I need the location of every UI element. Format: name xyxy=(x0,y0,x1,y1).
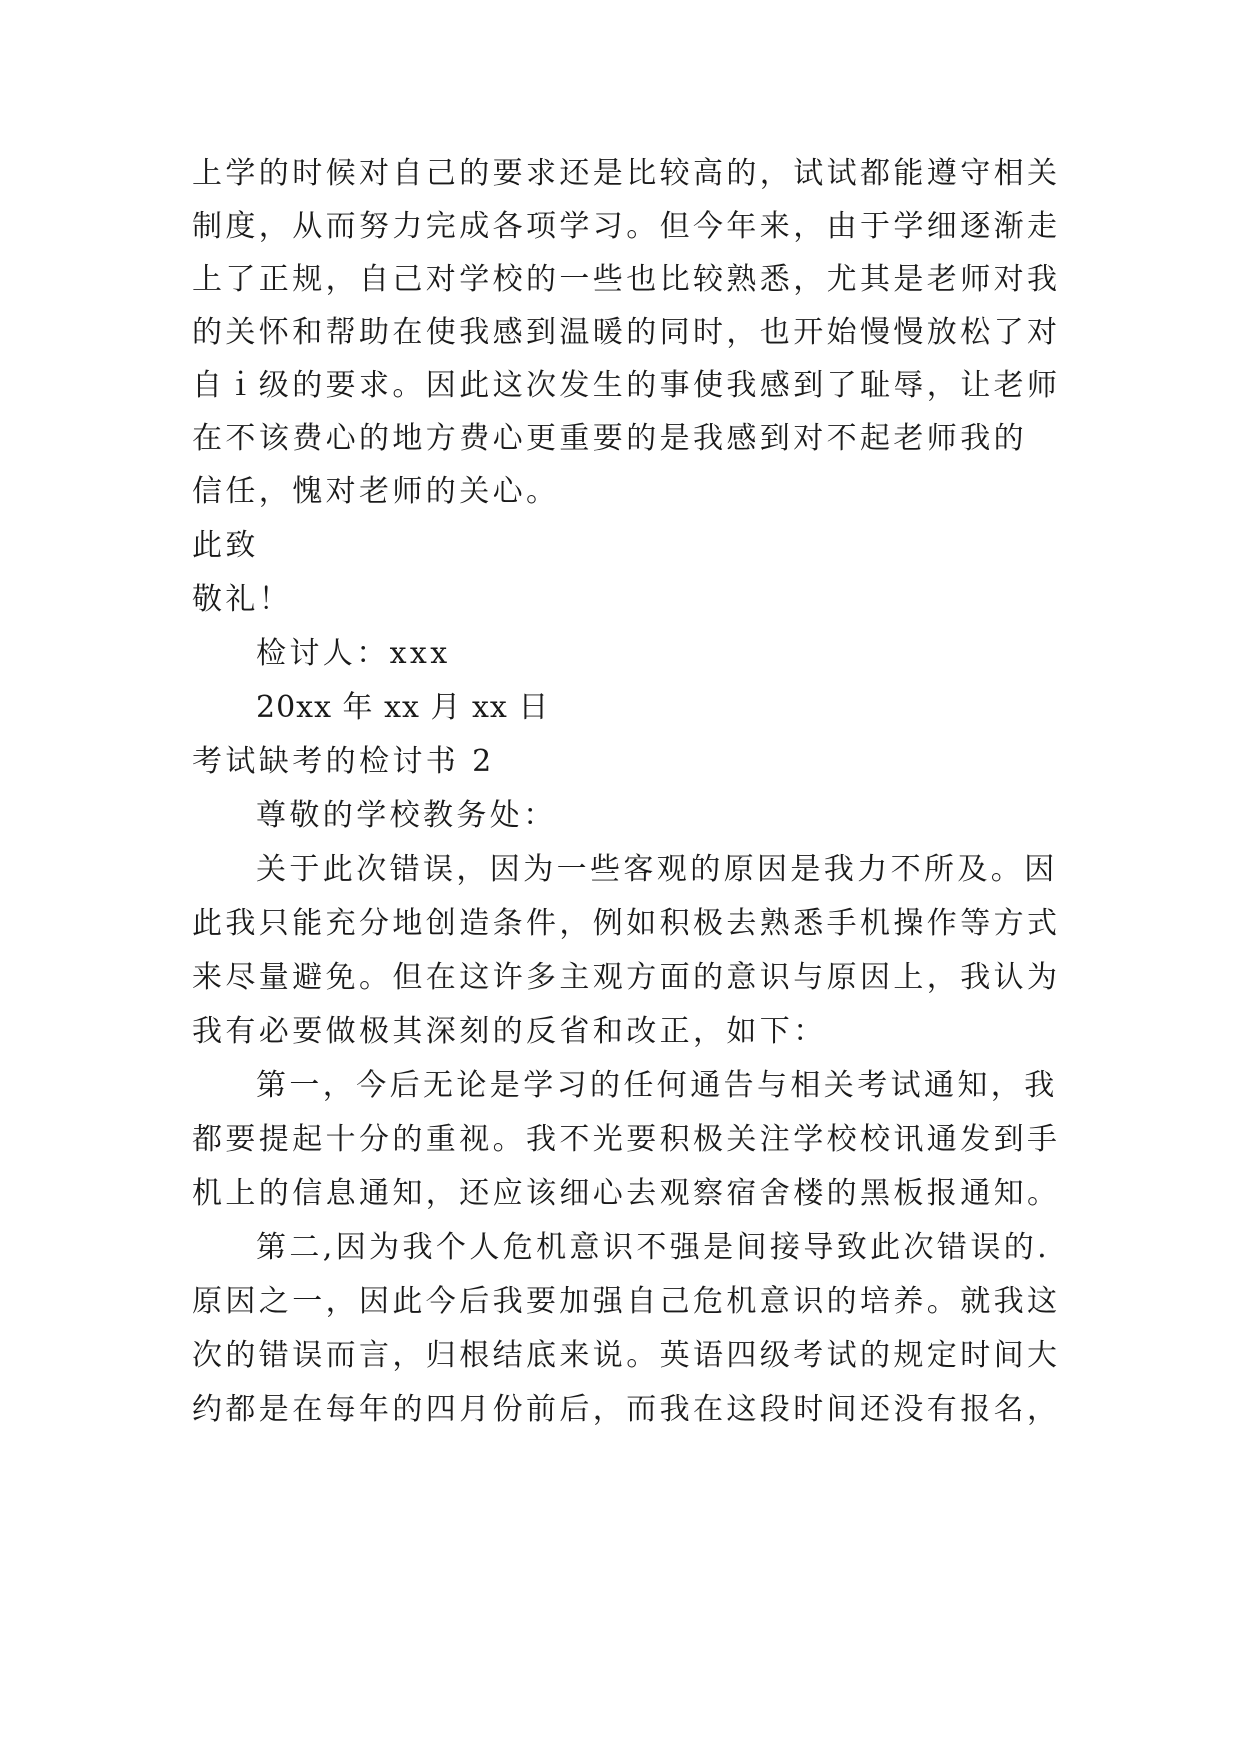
text-line: 信任，愧对老师的关心。 xyxy=(192,474,560,509)
section-title: 考试缺考的检讨书 2 xyxy=(192,744,495,779)
text-line: 我有必要做极其深刻的反省和改正，如下： xyxy=(192,1014,827,1049)
text-line: 来尽量避免。但在这许多主观方面的意识与原因上，我认为 xyxy=(192,960,1061,995)
date: 20xx 年 xx 月 xx 日 xyxy=(256,690,550,725)
salutation: 尊敬的学校教务处： xyxy=(256,798,557,833)
text-line: 关于此次错误，因为一些客观的原因是我力不所及。因 xyxy=(256,852,1058,887)
signature: 检讨人：xxx xyxy=(256,636,451,671)
closing-greeting: 此致 xyxy=(192,528,259,563)
closing-salute: 敬礼！ xyxy=(192,582,293,617)
text-line: 的关怀和帮助在使我感到温暖的同时，也开始慢慢放松了对 xyxy=(192,315,1061,350)
text-line: 制度，从而努力完成各项学习。但今年来，由于学细逐渐走 xyxy=(192,209,1061,244)
text-line: 原因之一，因此今后我要加强自己危机意识的培养。就我这 xyxy=(192,1284,1061,1319)
text-line: 次的错误而言，归根结底来说。英语四级考试的规定时间大 xyxy=(192,1338,1061,1373)
text-line: 自ｉ级的要求。因此这次发生的事使我感到了耻辱，让老师 xyxy=(192,368,1061,403)
text-line: 上学的时候对自己的要求还是比较高的，试试都能遵守相关 xyxy=(192,156,1061,191)
text-line: 上了正规，自己对学校的一些也比较熟悉，尤其是老师对我 xyxy=(192,262,1061,297)
text-line: 约都是在每年的四月份前后，而我在这段时间还没有报名， xyxy=(192,1392,1061,1427)
text-line: 在不该费心的地方费心更重要的是我感到对不起老师我的 xyxy=(192,421,1027,456)
text-line: 第一，今后无论是学习的任何通告与相关考试通知，我 xyxy=(256,1068,1058,1103)
text-line: 第二,因为我个人危机意识不强是间接导致此次错误的. xyxy=(256,1230,1051,1265)
text-line: 此我只能充分地创造条件，例如积极去熟悉手机操作等方式 xyxy=(192,906,1061,941)
text-line: 都要提起十分的重视。我不光要积极关注学校校讯通发到手 xyxy=(192,1122,1061,1157)
text-line: 机上的信息通知，还应该细心去观察宿舍楼的黑板报通知。 xyxy=(192,1176,1061,1211)
